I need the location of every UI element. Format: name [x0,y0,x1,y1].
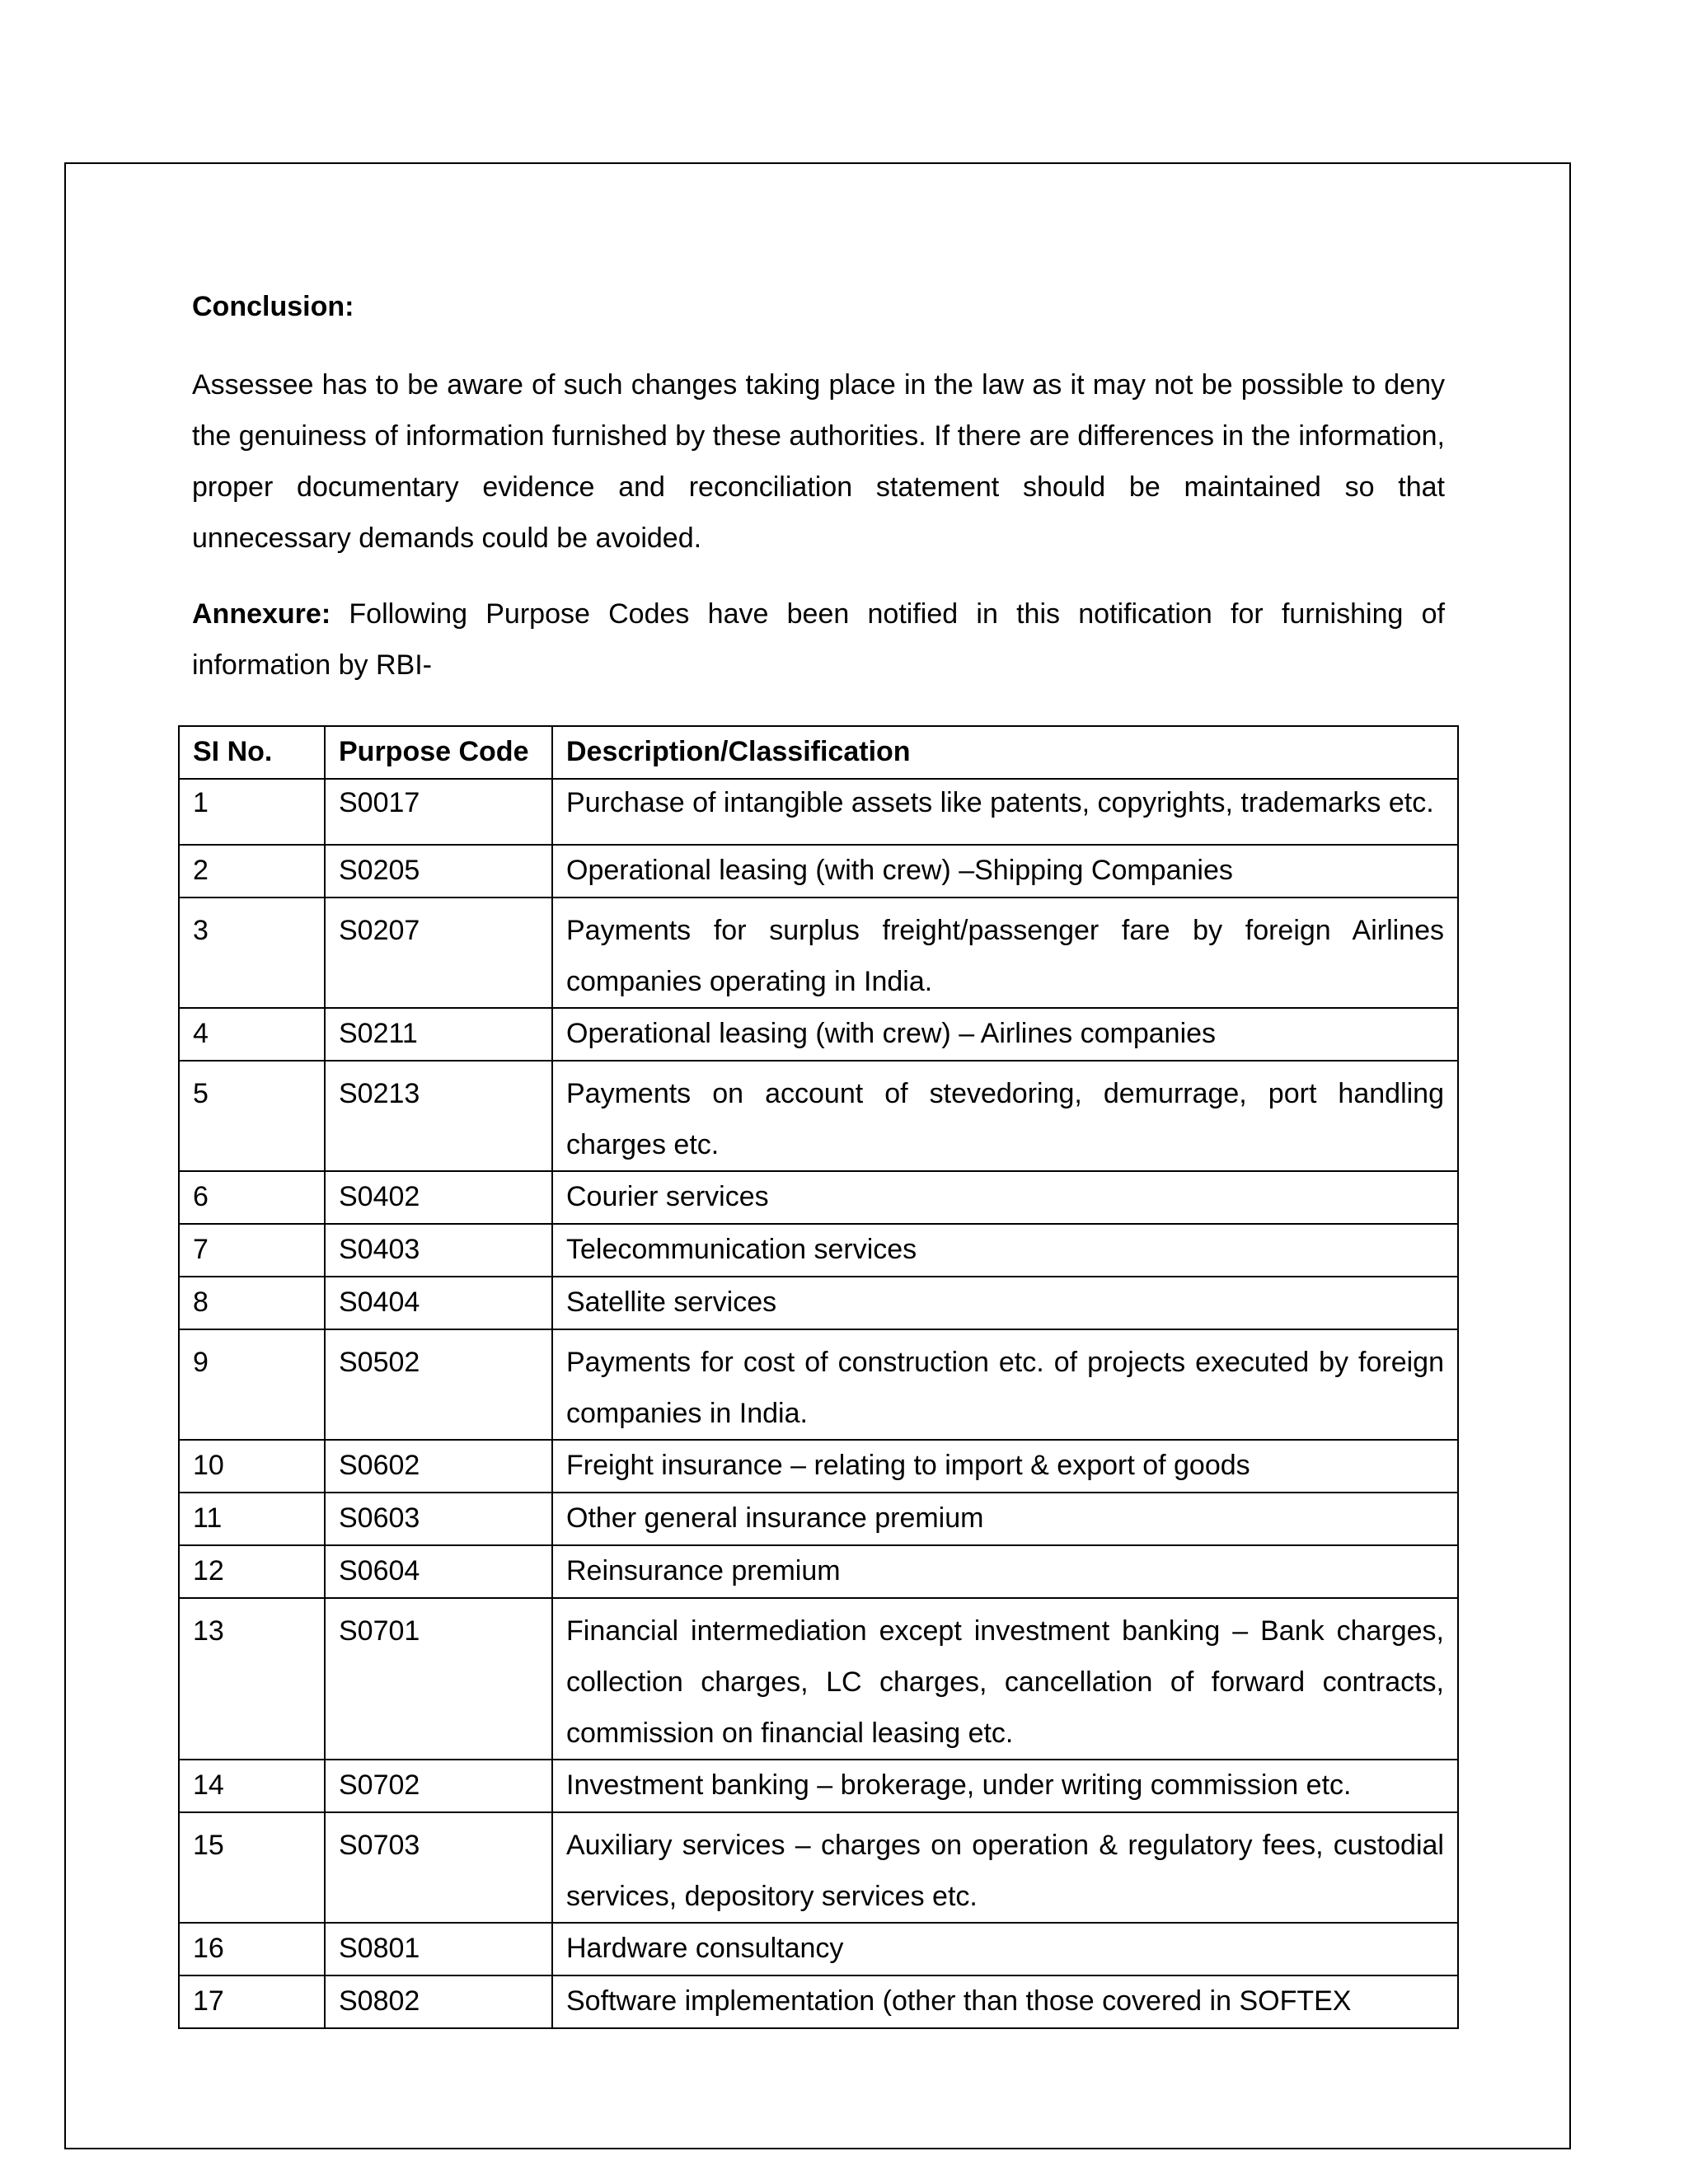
cell-code: S0205 [325,845,552,898]
cell-sl: 3 [179,898,325,1008]
cell-sl: 5 [179,1061,325,1171]
cell-sl: 10 [179,1440,325,1493]
cell-sl: 9 [179,1329,325,1440]
cell-sl: 11 [179,1493,325,1545]
cell-sl: 7 [179,1224,325,1277]
annexure-paragraph [192,588,1445,691]
cell-code: S0403 [325,1224,552,1277]
cell-desc: Operational leasing (with crew) – Airlines companies [552,1008,1458,1061]
header-description: Description/Classification [552,726,1458,779]
cell-desc: Investment banking – brokerage, under writing commission etc. [552,1760,1458,1812]
table-row [179,1329,1458,1440]
cell-code: S0211 [325,1008,552,1061]
cell-code: S0702 [325,1760,552,1812]
table-row [179,1760,1458,1812]
annexure-text: Following Purpose Codes have been notified in this notification for furnishing of information by RBI- [192,598,1445,681]
cell-code: S0703 [325,1812,552,1923]
cell-code: S0602 [325,1440,552,1493]
header-sl-no: SI No. [179,726,325,779]
table-row [179,1545,1458,1598]
cell-sl: 6 [179,1171,325,1224]
cell-code: S0604 [325,1545,552,1598]
cell-code: S0603 [325,1493,552,1545]
annexure-label: Annexure: [192,598,331,630]
cell-sl: 1 [179,779,325,845]
table-row [179,1008,1458,1061]
cell-sl: 8 [179,1277,325,1329]
cell-sl: 4 [179,1008,325,1061]
cell-code: S0802 [325,1975,552,2028]
table-row [179,1975,1458,2028]
table-row [179,845,1458,898]
cell-desc: Satellite services [552,1277,1458,1329]
table-row [179,779,1458,845]
purpose-codes-table [178,725,1459,2029]
cell-desc: Payments for cost of construction etc. of projects executed by foreign companies in India. [552,1329,1458,1440]
table-header-row [179,726,1458,779]
cell-code: S0207 [325,898,552,1008]
cell-desc: Freight insurance – relating to import & export of goods [552,1440,1458,1493]
cell-sl: 2 [179,845,325,898]
table-row [179,1493,1458,1545]
document-body [192,287,1445,691]
cell-sl: 15 [179,1812,325,1923]
cell-desc: Telecommunication services [552,1224,1458,1277]
table-row [179,1171,1458,1224]
cell-code: S0801 [325,1923,552,1975]
cell-desc: Hardware consultancy [552,1923,1458,1975]
cell-code: S0213 [325,1061,552,1171]
table-row [179,1598,1458,1760]
cell-code: S0402 [325,1171,552,1224]
cell-sl: 14 [179,1760,325,1812]
cell-desc: Payments for surplus freight/passenger fare by foreign Airlines companies operating in India. [552,898,1458,1008]
table-row [179,1440,1458,1493]
table-row [179,1277,1458,1329]
cell-code: S0017 [325,779,552,845]
cell-desc: Purchase of intangible assets like patents, copyrights, trademarks etc. [552,779,1458,845]
cell-sl: 16 [179,1923,325,1975]
cell-code: S0404 [325,1277,552,1329]
cell-code: S0701 [325,1598,552,1760]
conclusion-paragraph: Assessee has to be aware of such changes taking place in the law as it may not be possible to deny the genuiness of information furnished by these authorities. If there are differences in the information, proper documentary evidence and reconciliation statement should be maintained so that unnecessary demands could be avoided. [192,369,1445,554]
cell-desc: Courier services [552,1171,1458,1224]
cell-sl: 12 [179,1545,325,1598]
cell-desc: Financial intermediation except investment banking – Bank charges, collection charges, LC charges, cancellation of forward contracts, commission on financial leasing etc. [552,1598,1458,1760]
table-row [179,1061,1458,1171]
cell-desc: Operational leasing (with crew) –Shipping Companies [552,845,1458,898]
table-row [179,1224,1458,1277]
header-purpose-code: Purpose Code [325,726,552,779]
cell-sl: 13 [179,1598,325,1760]
table-row [179,1923,1458,1975]
cell-desc: Payments on account of stevedoring, demurrage, port handling charges etc. [552,1061,1458,1171]
conclusion-heading: Conclusion: [192,291,354,322]
cell-sl: 17 [179,1975,325,2028]
table-row [179,1812,1458,1923]
table-row [179,898,1458,1008]
cell-desc: Auxiliary services – charges on operation & regulatory fees, custodial services, depository services etc. [552,1812,1458,1923]
cell-desc: Other general insurance premium [552,1493,1458,1545]
cell-code: S0502 [325,1329,552,1440]
cell-desc: Reinsurance premium [552,1545,1458,1598]
cell-desc: Software implementation (other than those covered in SOFTEX [552,1975,1458,2028]
